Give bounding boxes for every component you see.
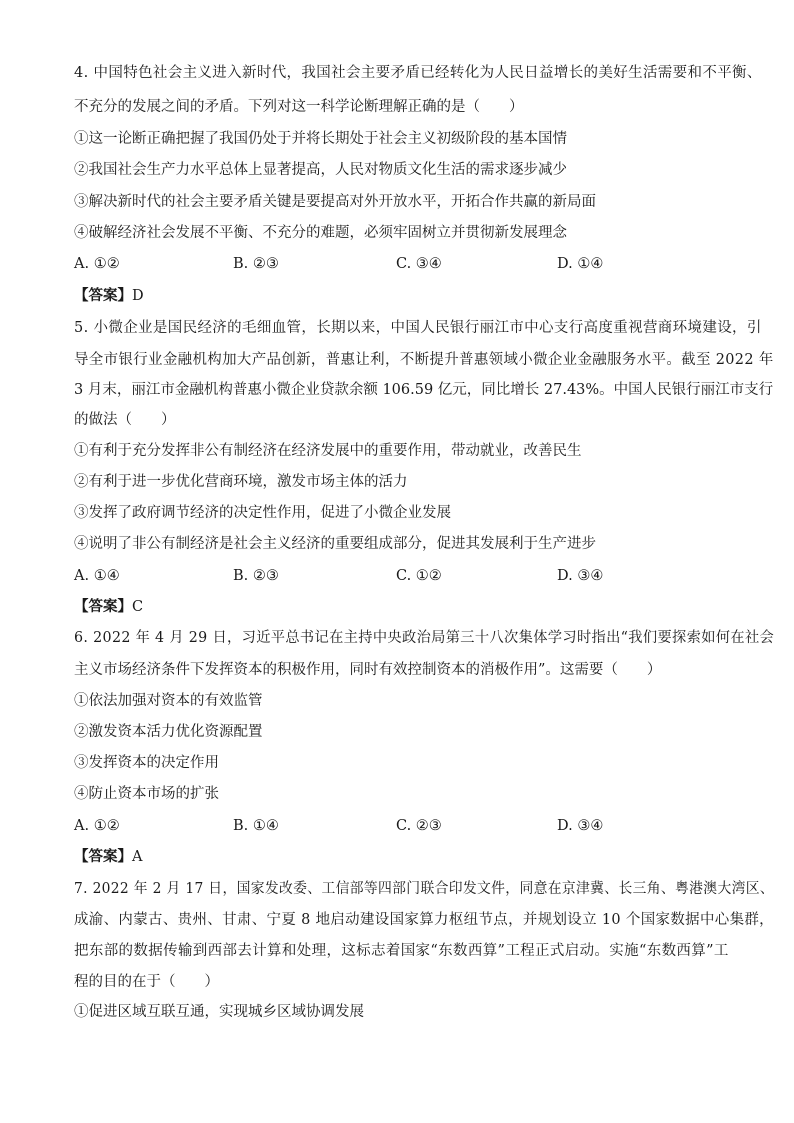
- q6-choice-b: B. ①④: [233, 818, 279, 834]
- q5-item: ②有利于进一步优化营商环境，激发市场主体的活力: [74, 474, 408, 490]
- q4-choice-b: B. ②③: [233, 256, 279, 272]
- q5-stem-line: 3 月末，丽江市金融机构普惠小微企业贷款余额 106.59 亿元，同比增长 27.43%。中国人民银行丽江市支行: [74, 382, 774, 398]
- q6-choice-a: A. ①②: [74, 818, 120, 834]
- q5-choice-a: A. ①④: [74, 568, 120, 584]
- q4-item: ③解决新时代的社会主要矛盾关键是要提高对外开放水平，开拓合作共赢的新局面: [74, 194, 596, 210]
- q4-stem-line: 4. 中国特色社会主义进入新时代，我国社会主要矛盾已经转化为人民日益增长的美好生活需要和不平衡、: [74, 65, 762, 81]
- answer-value: A: [132, 849, 143, 865]
- answer-label: 【答案】: [74, 848, 132, 865]
- q6-item: ②激发资本活力优化资源配置: [74, 724, 263, 740]
- q6-item: ③发挥资本的决定作用: [74, 755, 219, 771]
- q7-item: ①促进区域互联互通，实现城乡区域协调发展: [74, 1004, 364, 1020]
- q5-stem-line: 的做法（ ）: [74, 412, 176, 428]
- answer-value: C: [132, 599, 144, 615]
- q4-choice-d: D. ①④: [557, 256, 604, 272]
- q6-choice-d: D. ③④: [557, 818, 604, 834]
- q4-choice-c: C. ③④: [396, 256, 442, 272]
- q6-choice-c: C. ②③: [396, 818, 442, 834]
- q5-stem-line: 5. 小微企业是国民经济的毛细血管，长期以来，中国人民银行丽江市中心支行高度重视营商环境建设，引: [74, 320, 762, 336]
- q4-item: ①这一论断正确把握了我国仍处于并将长期处于社会主义初级阶段的基本国情: [74, 131, 567, 147]
- q4-item: ④破解经济社会发展不平衡、不充分的难题，必须牢固树立并贯彻新发展理念: [74, 225, 567, 241]
- q7-stem-line: 7. 2022 年 2 月 17 日，国家发改委、工信部等四部门联合印发文件，同意在京津冀、长三角、粤港澳大湾区、: [74, 881, 775, 897]
- q6-stem-line: 主义市场经济条件下发挥资本的积极作用，同时有效控制资本的消极作用”。这需要（ ）: [74, 662, 662, 678]
- q5-item: ①有利于充分发挥非公有制经济在经济发展中的重要作用，带动就业，改善民生: [74, 443, 582, 459]
- q6-item: ④防止资本市场的扩张: [74, 786, 219, 802]
- q4-stem-line: 不充分的发展之间的矛盾。下列对这一科学论断理解正确的是（ ）: [74, 99, 524, 115]
- q5-choice-b: B. ②③: [233, 568, 279, 584]
- q6-stem-line: 6. 2022 年 4 月 29 日，习近平总书记在主持中央政治局第三十八次集体学习时指出“我们要探索如何在社会: [74, 630, 775, 646]
- q5-stem-line: 导全市银行业金融机构加大产品创新，普惠让利，不断提升普惠领域小微企业金融服务水平。截至 2022 年: [74, 352, 774, 368]
- q7-stem-line: 成渝、内蒙古、贵州、甘肃、宁夏 8 地启动建设国家算力枢纽节点，并规划设立 10 个国家数据中心集群，: [74, 912, 775, 928]
- q6-item: ①依法加强对资本的有效监管: [74, 693, 263, 709]
- q7-stem-line: 程的目的在于（ ）: [74, 974, 219, 990]
- answer-label: 【答案】: [74, 287, 132, 304]
- q5-item: ④说明了非公有制经济是社会主义经济的重要组成部分，促进其发展利于生产进步: [74, 536, 596, 552]
- q5-choice-c: C. ①②: [396, 568, 442, 584]
- answer-value: D: [132, 288, 144, 304]
- q4-choice-a: A. ①②: [74, 256, 120, 272]
- q5-item: ③发挥了政府调节经济的决定性作用，促进了小微企业发展: [74, 505, 451, 521]
- q4-item: ②我国社会生产力水平总体上显著提高，人民对物质文化生活的需求逐步减少: [74, 162, 567, 178]
- q5-choice-d: D. ③④: [557, 568, 604, 584]
- q5-answer: [74, 597, 143, 617]
- answer-label: 【答案】: [74, 598, 132, 615]
- q6-answer: [74, 847, 142, 867]
- q4-answer: [74, 286, 144, 306]
- q7-stem-line: 把东部的数据传输到西部去计算和处理，这标志着国家“东数西算”工程正式启动。实施“东数西算”工: [74, 943, 729, 959]
